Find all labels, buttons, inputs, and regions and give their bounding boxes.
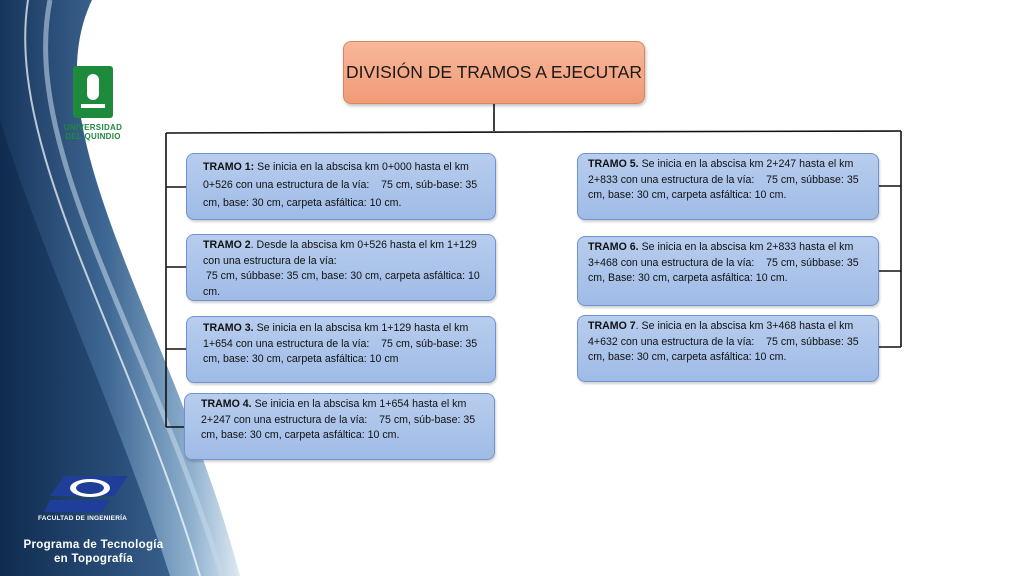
tramo-2-box: [186, 234, 496, 301]
tramo-7-text: . Se inicia en la abscisa km 3+468 hasta el km 4+632 con una estructura de la vía: 75 cm, súbbase: 35 cm, base: 30 cm, carpeta asfáltica: 10 cm.: [588, 320, 862, 364]
tramo-1-text: Se inicia en la abscisa km 0+000 hasta el km 0+526 con una estructura de la vía: 75 cm, súb-base: 35 cm, base: 30 cm, carpeta asfáltica: 10 cm.: [203, 161, 481, 209]
tramo-4-text: Se inicia en la abscisa km 1+654 hasta el km 2+247 con una estructura de la vía: 75 cm, súb-base: 35 cm, base: 30 cm, carpeta asfáltica: 10 cm.: [201, 398, 479, 442]
program-name-line1: Programa de Tecnología: [23, 539, 164, 551]
tramo-5-text: Se inicia en la abscisa km 2+247 hasta el km 2+833 con una estructura de la vía: 75 cm, súbbase: 35 cm, base: 30 cm, carpeta asfáltica: 10 cm.: [588, 158, 862, 202]
tramo-4-box: [184, 393, 495, 460]
tramo-6-label: TRAMO 6.: [588, 241, 639, 253]
tramo-6-text: Se inicia en la abscisa km 2+833 hasta el km 3+468 con una estructura de la vía: 75 cm, súbbase: 35 cm, Base: 30 cm, carpeta asfáltica: 10 cm.: [588, 241, 862, 285]
tramo-2-label: TRAMO 2: [203, 239, 251, 251]
university-name-line1: UNIVERSIDAD: [63, 123, 123, 132]
program-name-line2: en Topografía: [53, 553, 134, 565]
tramo-3-label: TRAMO 3.: [203, 322, 254, 334]
tramo-7-box: [577, 315, 879, 382]
tramo-1-box: [186, 153, 496, 220]
university-name-line2: DEL QUINDIO: [65, 132, 121, 141]
tramo-1-label: TRAMO 1:: [203, 161, 255, 173]
horizontal-bus-line: [166, 131, 901, 133]
tramo-4-label: TRAMO 4.: [201, 398, 252, 410]
tramo-3-text: Se inicia en la abscisa km 1+129 hasta el km 1+654 con una estructura de la vía: 75 cm, súb-base: 35 cm, base: 30 cm, carpeta asfáltica: 10 cm: [203, 322, 481, 366]
tramo-5-label: TRAMO 5.: [588, 158, 639, 170]
tramo-7-label: TRAMO 7: [588, 320, 636, 332]
tramo-5-box: [577, 153, 879, 220]
faculty-name: FACULTAD DE INGENIERÍA: [37, 515, 128, 522]
diagram-title: DIVISIÓN DE TRAMOS A EJECUTAR: [343, 41, 645, 104]
tramo-2-text: . Desde la abscisa km 0+526 hasta el km 1+129 con una estructura de la vía: 75 cm, súbbase: 35 cm, base: 30 cm, carpeta asfáltica: 10 cm.: [203, 239, 480, 298]
tramo-6-box: [577, 236, 879, 306]
tramo-3-box: [186, 316, 496, 383]
